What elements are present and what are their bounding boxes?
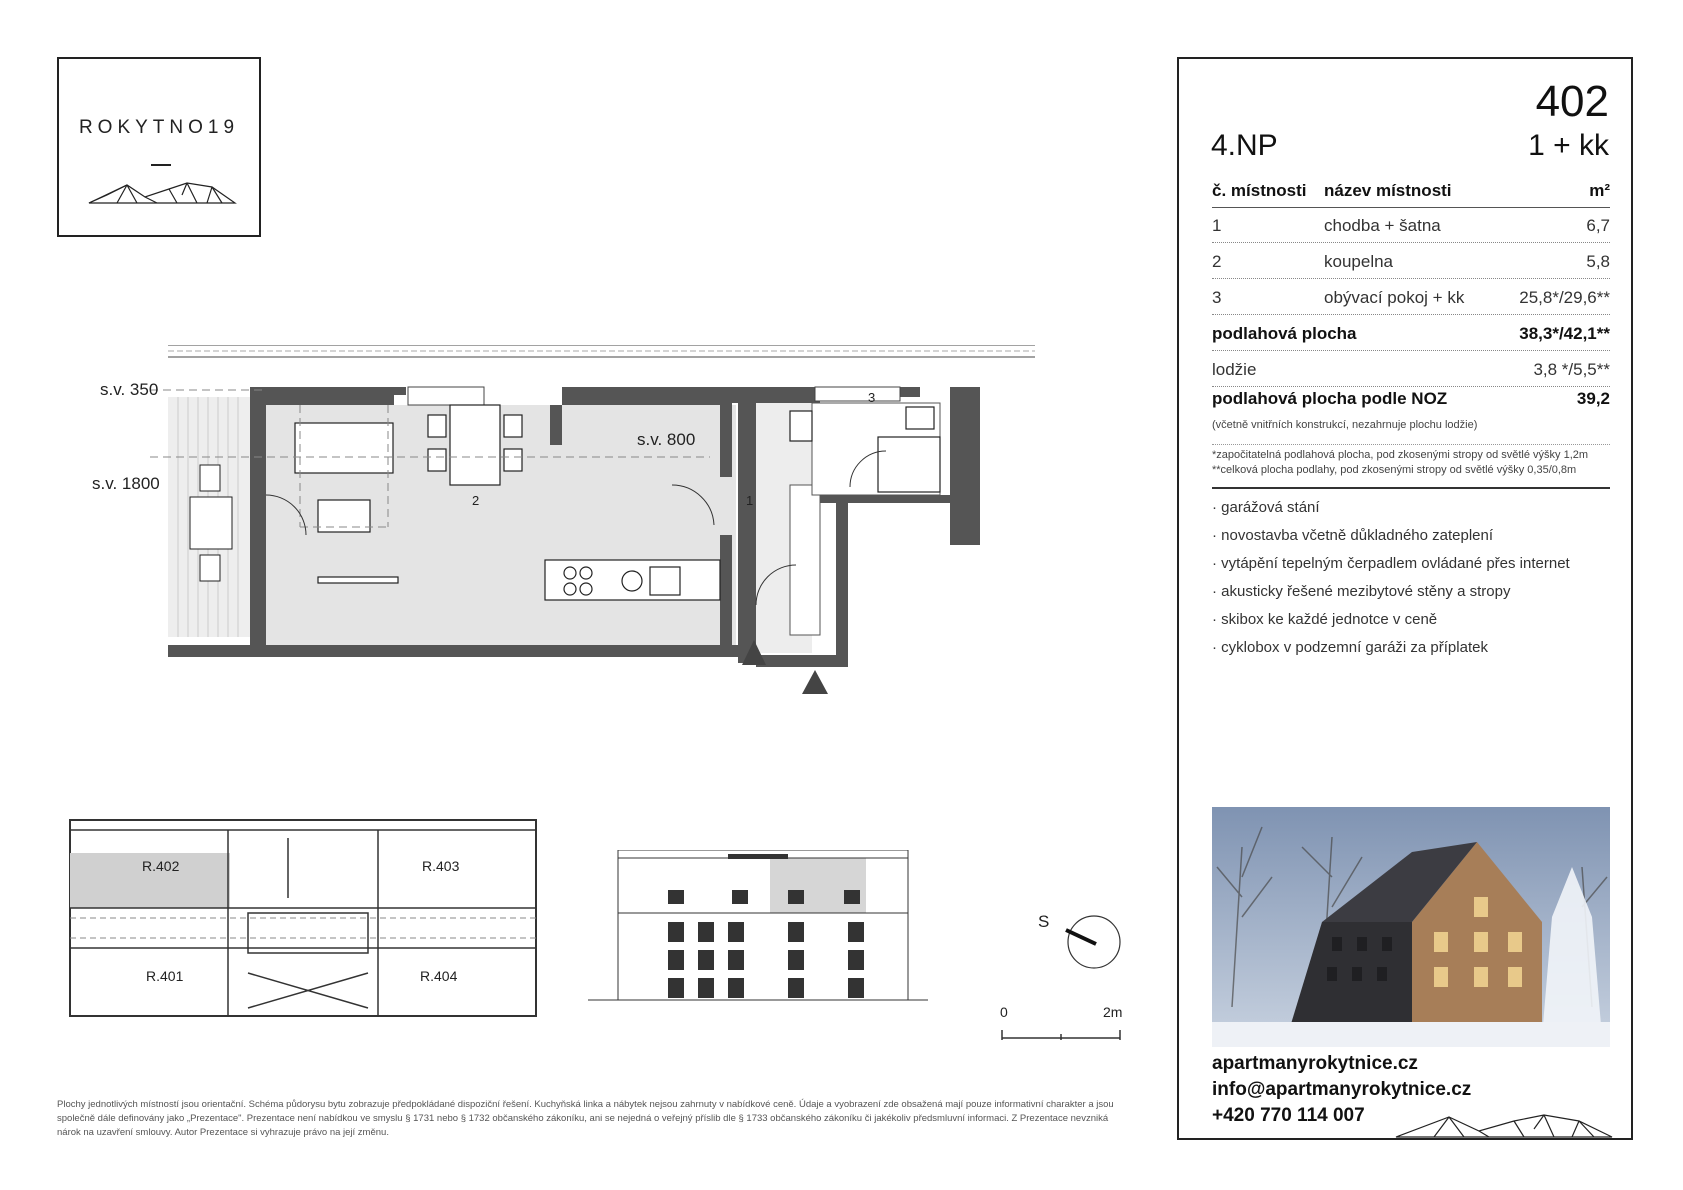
- room-name: chodba + šatna: [1324, 216, 1441, 235]
- footnote-2: **celková plocha podlahy, pod zkosenými stropy od světlé výšky 0,35/0,8m: [1212, 464, 1577, 476]
- noz-label: podlahová plocha podle NOZ: [1212, 389, 1448, 408]
- header-room-no: č. místnosti: [1212, 181, 1307, 200]
- list-item: · cyklobox v podzemní garáži za příplatek: [1212, 639, 1488, 656]
- key-plan: [68, 818, 538, 1018]
- floor-label: 4.NP: [1211, 129, 1278, 162]
- key-unit-403: R.403: [422, 858, 460, 874]
- building-elevation: [588, 850, 928, 1010]
- footnote-1: *započitatelná podlahová plocha, pod zkosenými stropy od světlé výšky 1,2m: [1212, 444, 1610, 461]
- mountain-logo-icon: [87, 175, 237, 205]
- level-label-1800: s.v. 1800: [92, 474, 160, 493]
- building-render-image: [1212, 807, 1610, 1047]
- compass-icon: [1060, 912, 1124, 972]
- room-number-1: 1: [746, 493, 754, 508]
- table-row: [1212, 248, 1610, 279]
- layout-label: 1 + kk: [1528, 129, 1609, 162]
- noz-note: (včetně vnitřních konstrukcí, nezahrnuje plochu lodžie): [1212, 419, 1478, 431]
- room-area: 5,8: [1586, 252, 1610, 271]
- floor-plan: [150, 345, 1050, 685]
- room-number-2: 2: [472, 493, 480, 508]
- brand-name: ROKYTNO19: [78, 117, 240, 138]
- table-header: [1212, 177, 1610, 208]
- loggia-label: lodžie: [1212, 360, 1257, 379]
- loggia: [168, 397, 250, 637]
- scale-start: 0: [1000, 1004, 1008, 1020]
- brand-logo: [57, 57, 261, 237]
- divider: [1212, 487, 1610, 489]
- noz-area-row: [1212, 389, 1610, 409]
- info-panel: [1177, 57, 1633, 1140]
- list-item: · akusticky řešené mezibytové stěny a stropy: [1212, 583, 1511, 600]
- scale-end: 2m: [1103, 1004, 1123, 1020]
- key-unit-404: R.404: [420, 968, 458, 984]
- room-no: 2: [1212, 252, 1222, 271]
- loggia-value: 3,8 */5,5**: [1533, 360, 1610, 379]
- level-label-350: s.v. 350: [100, 380, 159, 399]
- floor-area-label: podlahová plocha: [1212, 324, 1357, 343]
- level-label-800: s.v. 800: [637, 430, 696, 449]
- room-number-3: 3: [868, 390, 876, 405]
- room-name: obývací pokoj + kk: [1324, 288, 1465, 307]
- phone-link[interactable]: +420 770 114 007: [1212, 1105, 1365, 1126]
- room-area: 6,7: [1586, 216, 1610, 235]
- logo-divider: [151, 164, 171, 166]
- features-list: [1212, 494, 1570, 662]
- compass-label: S: [1038, 912, 1050, 931]
- list-item: · novostavba včetně důkladného zateplení: [1212, 527, 1494, 544]
- key-unit-401: R.401: [146, 968, 184, 984]
- loggia-row: [1212, 356, 1610, 387]
- room-area: 25,8*/29,6**: [1519, 288, 1610, 307]
- disclaimer-text: Plochy jednotlivých místností jsou orientační. Schéma půdorysu bytu zobrazuje předpokládané dispoziční řešení. Kuchyňská linka a nábytek nejsou zahrnuty v nabídkové ceně. Údaje a vyobrazení zde obsažená mají pouze informativní charakter a jsou společně dále definovány jako „Prezentace". Prezentace není nabídkou ve smyslu § 1731 nebo § 1732 občanského zákoníku, ani se nejedná o veřejný příslib dle § 1733 občanského zákoníku či jakékoliv předsmluvní informaci. Z Prezentace nevzniká nárok na uzavření smlouvy. Autor Prezentace si vyhrazuje právo na její změnu.: [57, 1099, 1114, 1138]
- floor-area-value: 38,3*/42,1**: [1519, 324, 1610, 343]
- header-room-name: název místnosti: [1324, 181, 1452, 200]
- list-item: · skibox ke každé jednotce v ceně: [1212, 611, 1438, 628]
- table-row: [1212, 212, 1610, 243]
- entrance-marker-icon: [800, 668, 830, 696]
- website-link[interactable]: apartmanyrokytnice.cz: [1212, 1053, 1418, 1074]
- noz-value: 39,2: [1576, 389, 1610, 408]
- table-row: [1212, 284, 1610, 315]
- scale-bar: [1000, 1028, 1124, 1044]
- unit-number: 402: [1535, 77, 1609, 126]
- list-item: · vytápění tepelným čerpadlem ovládané přes internet: [1212, 555, 1570, 572]
- floor-area-row: [1212, 320, 1610, 351]
- email-link[interactable]: info@apartmanyrokytnice.cz: [1212, 1079, 1472, 1100]
- mountain-logo-icon: [1394, 1109, 1614, 1139]
- room-no: 1: [1212, 216, 1222, 235]
- room-no: 3: [1212, 288, 1222, 307]
- header-area: m²: [1589, 181, 1610, 200]
- room-name: koupelna: [1324, 252, 1394, 271]
- key-unit-402: R.402: [142, 858, 180, 874]
- list-item: · garážová stání: [1212, 499, 1320, 516]
